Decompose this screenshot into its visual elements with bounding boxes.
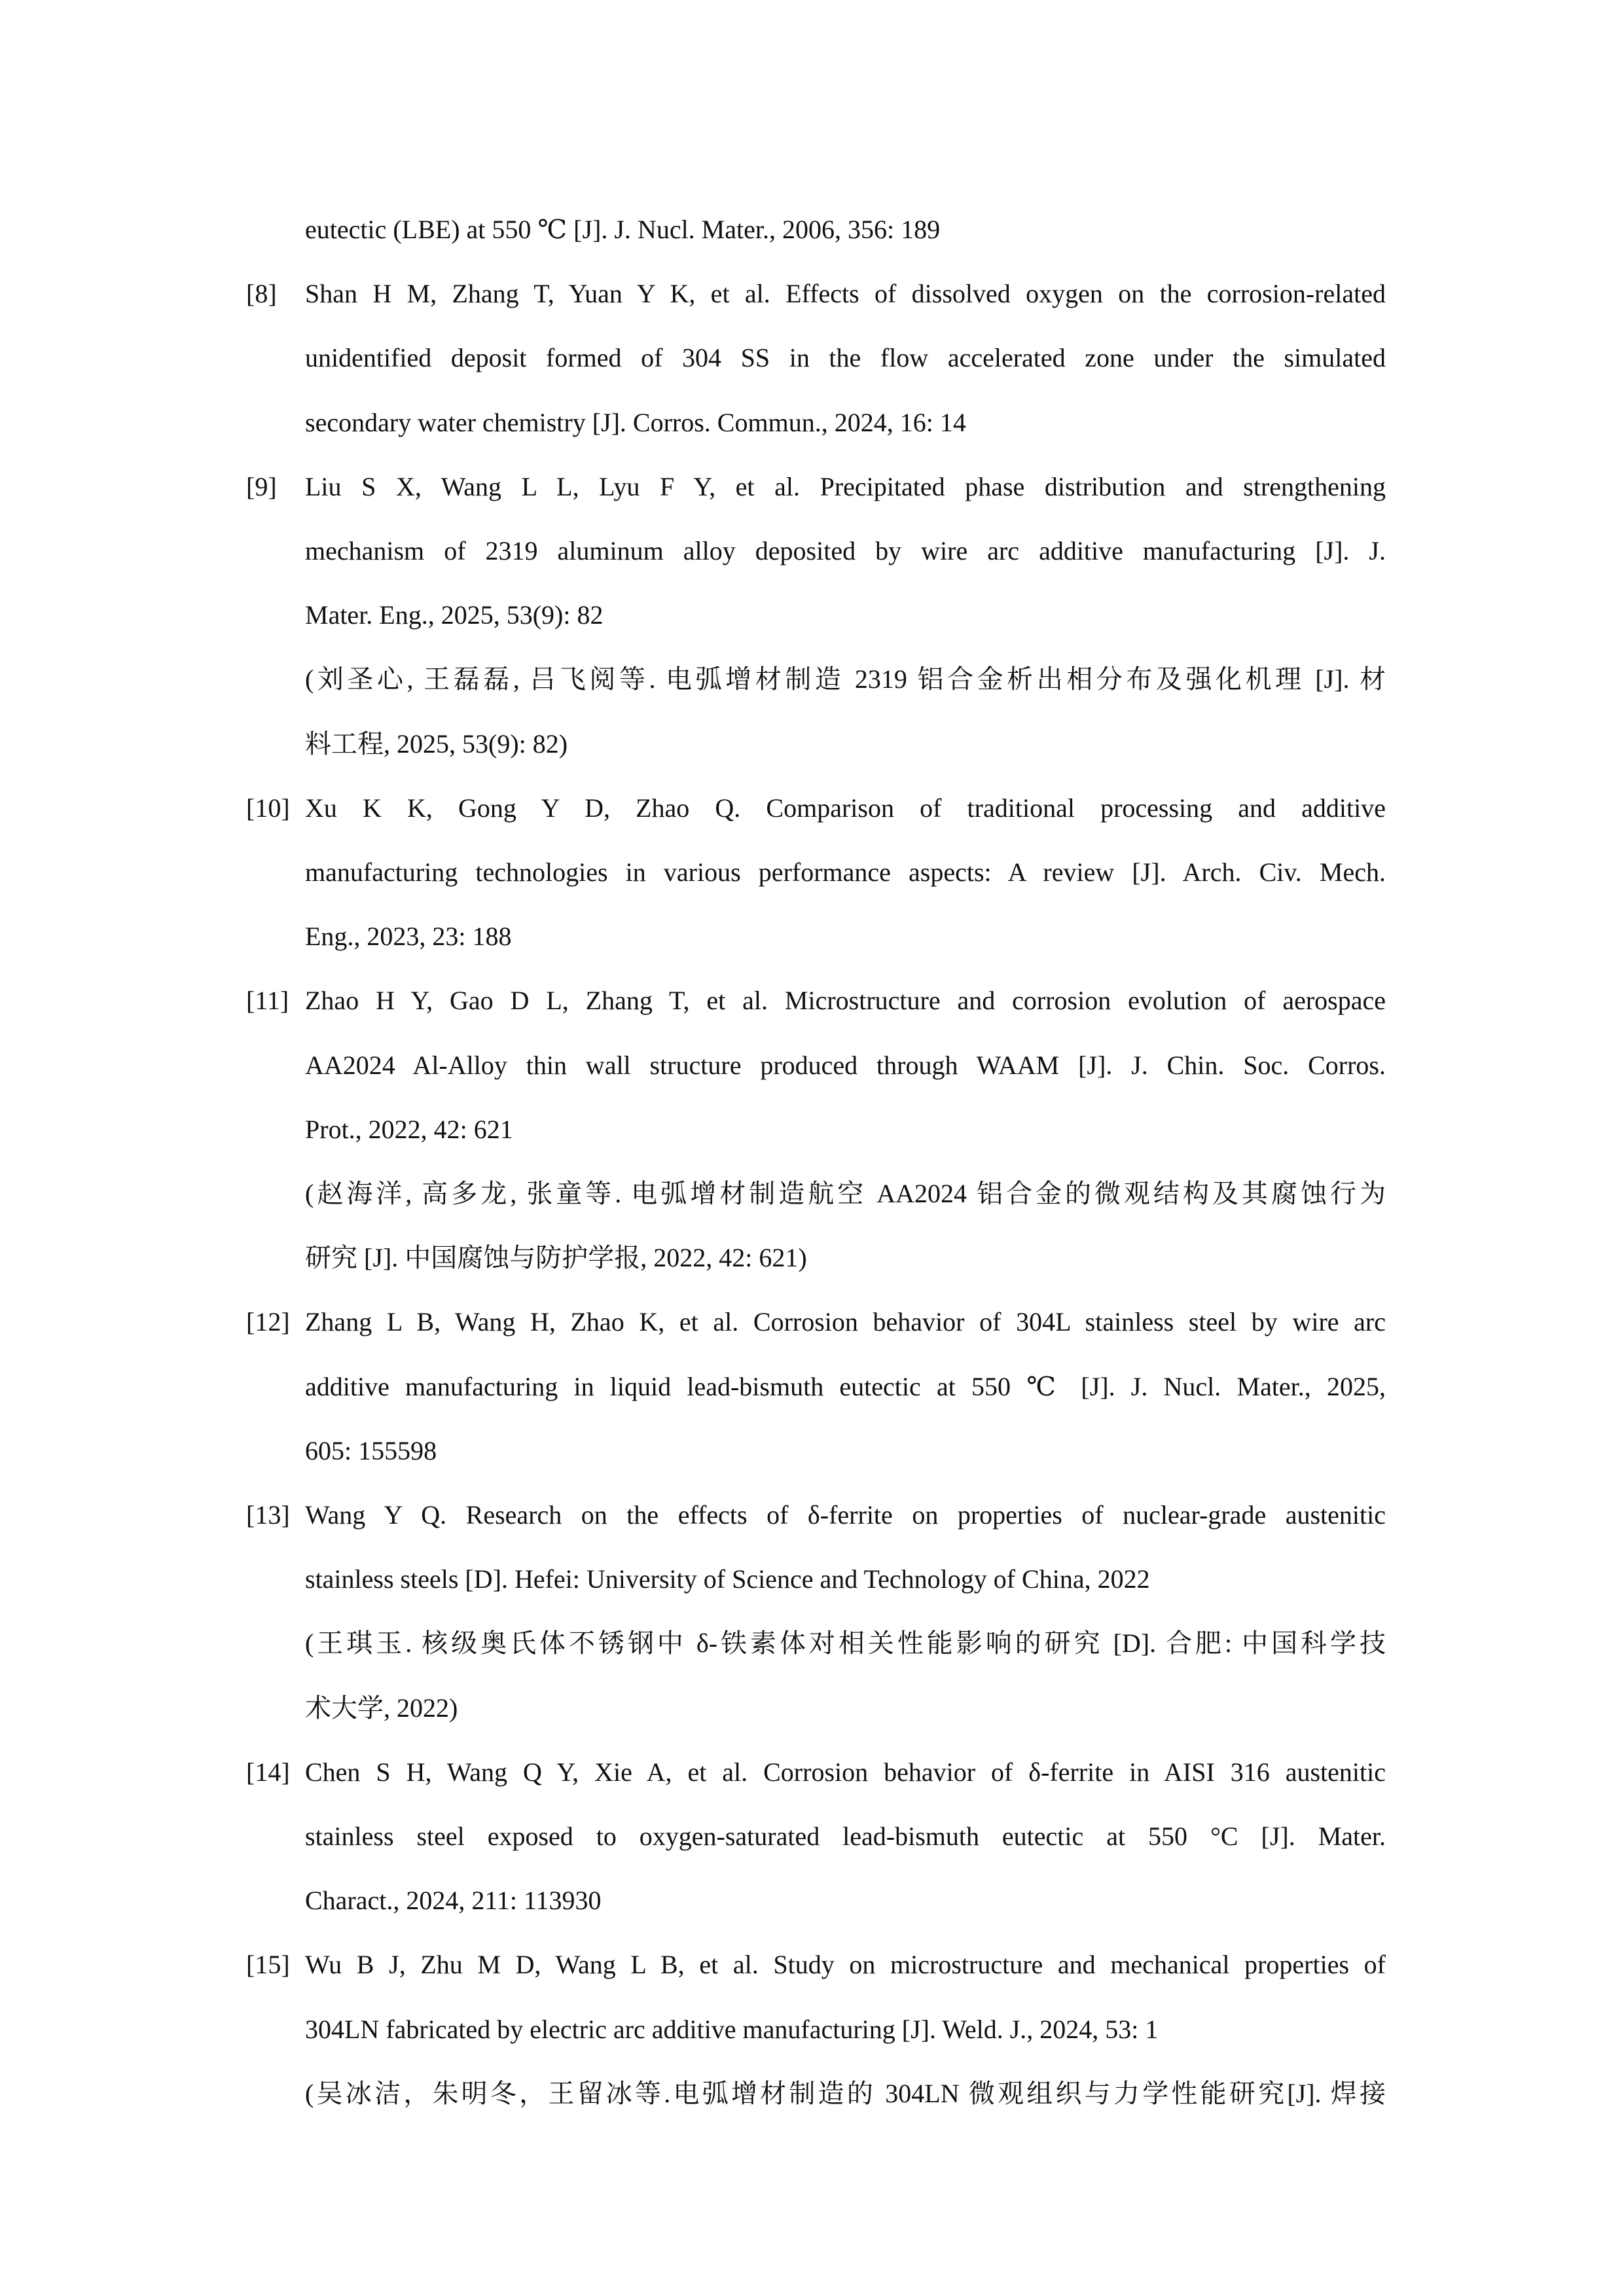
reference-text-line: Mater. Eng., 2025, 53(9): 82 [305, 600, 604, 630]
reference-text-line: 研究 [J]. 中国腐蚀与防护学报, 2022, 42: 621) [305, 1243, 807, 1272]
reference-text-line: (刘圣心, 王磊磊, 吕飞阅等. 电弧增材制造 2319 铝合金析出相分布及强化机理 [J]. 材 [305, 664, 1386, 694]
reference-text-line: secondary water chemistry [J]. Corros. Commun., 2024, 16: 14 [305, 408, 966, 437]
reference-text-line: unidentified deposit formed of 304 SS in the flow accelerated zone under the simulated [305, 343, 1386, 372]
reference-text-line: (吴冰洁，朱明冬，王留冰等.电弧增材制造的 304LN 微观组织与力学性能研究[J]. 焊接 [305, 2079, 1386, 2108]
reference-text-line: Prot., 2022, 42: 621 [305, 1115, 513, 1144]
reference-number: [12] [246, 1307, 290, 1336]
reference-text-line: Charact., 2024, 211: 113930 [305, 1886, 602, 1915]
reference-text-line: Shan H M, Zhang T, Yuan Y K, et al. Effects of dissolved oxygen on the corrosion-related [305, 279, 1386, 308]
reference-text-line: Zhao H Y, Gao D L, Zhang T, et al. Microstructure and corrosion evolution of aerospace [305, 986, 1386, 1015]
reference-text-line: Liu S X, Wang L L, Lyu F Y, et al. Precipitated phase distribution and strengthening [305, 472, 1386, 501]
reference-text-line: 料工程, 2025, 53(9): 82) [305, 729, 568, 759]
reference-text-line: 605: 155598 [305, 1436, 437, 1465]
reference-text-line: AA2024 Al-Alloy thin wall structure produced through WAAM [J]. J. Chin. Soc. Corros. [305, 1050, 1386, 1080]
reference-text-line: additive manufacturing in liquid lead-bismuth eutectic at 550 ℃ [J]. J. Nucl. Mater., 2025, [305, 1372, 1386, 1401]
reference-text-line: 304LN fabricated by electric arc additive manufacturing [J]. Weld. J., 2024, 53: 1 [305, 2015, 1159, 2044]
reference-text-line: stainless steel exposed to oxygen-saturated lead-bismuth eutectic at 550 °C [J]. Mater. [305, 1821, 1386, 1851]
reference-text-line: manufacturing technologies in various performance aspects: A review [J]. Arch. Civ. Mech. [305, 857, 1386, 887]
reference-text-line: 术大学, 2022) [305, 1693, 458, 1723]
reference-number: [15] [246, 1950, 290, 1979]
reference-text-line: mechanism of 2319 aluminum alloy deposited by wire arc additive manufacturing [J]. J. [305, 536, 1386, 565]
reference-number: [8] [246, 279, 277, 308]
reference-text-line: (赵海洋, 高多龙, 张童等. 电弧增材制造航空 AA2024 铝合金的微观结构及其腐蚀行为 [305, 1179, 1386, 1208]
reference-number: [13] [246, 1500, 290, 1530]
reference-text-line: Chen S H, Wang Q Y, Xie A, et al. Corrosion behavior of δ-ferrite in AISI 316 austenitic [305, 1757, 1386, 1787]
reference-text-line: Wu B J, Zhu M D, Wang L B, et al. Study on microstructure and mechanical properties of [305, 1950, 1386, 1979]
reference-number: [14] [246, 1757, 290, 1787]
reference-text-line: Eng., 2023, 23: 188 [305, 922, 512, 951]
reference-number: [11] [246, 986, 289, 1015]
reference-text-line: Xu K K, Gong Y D, Zhao Q. Comparison of traditional processing and additive [305, 793, 1386, 823]
reference-text-line: Wang Y Q. Research on the effects of δ-ferrite on properties of nuclear-grade austenitic [305, 1500, 1386, 1530]
reference-text-line: eutectic (LBE) at 550 ℃ [J]. J. Nucl. Mater., 2006, 356: 189 [305, 215, 941, 244]
reference-text-line: stainless steels [D]. Hefei: University of Science and Technology of China, 2022 [305, 1564, 1150, 1594]
reference-text-line: Zhang L B, Wang H, Zhao K, et al. Corrosion behavior of 304L stainless steel by wire arc [305, 1307, 1386, 1336]
reference-text-line: (王琪玉. 核级奥氏体不锈钢中 δ-铁素体对相关性能影响的研究 [D]. 合肥: 中国科学技 [305, 1628, 1386, 1658]
reference-number: [9] [246, 472, 277, 501]
reference-number: [10] [246, 793, 290, 823]
